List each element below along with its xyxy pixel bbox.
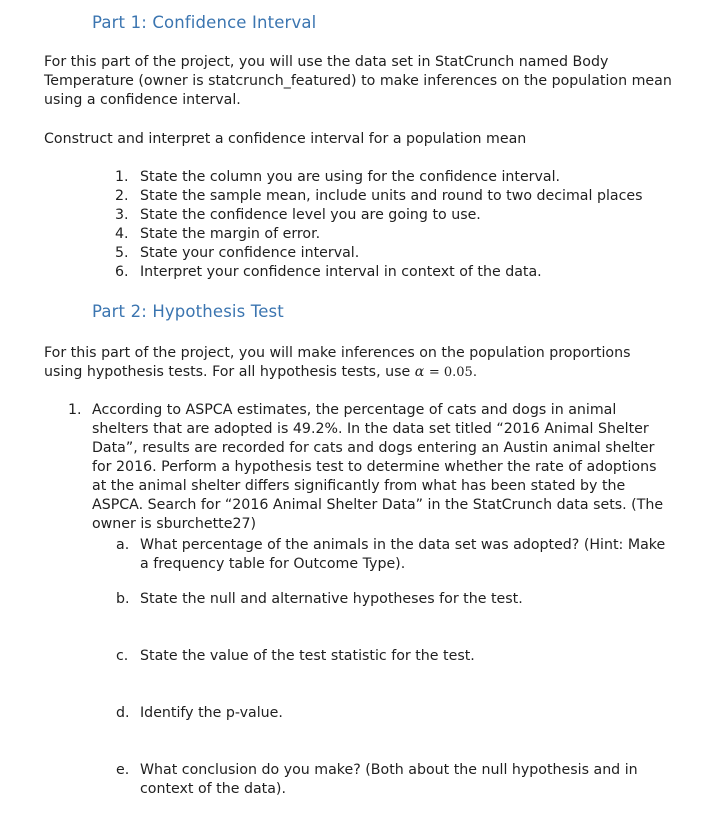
list-text: State your confidence interval. [140, 245, 360, 261]
question-text: According to ASPCA estimates, the percentage of cats and dogs in animal shelters that are adopted is 49.2%. In the data set titled “2016 Animal Shelter Data”, results are recorded for cats and dogs entering an Austin animal shelter for 2016. Perform a hypothesis test to determine whether the rate of adoptions at the animal shelter differs significantly from what has been stated by the ASPCA. Search for “2016 Animal Shelter Data” in the StatCrunch data sets. (The owner is sburchette27) [92, 402, 664, 532]
alpha-symbol: α [414, 364, 425, 380]
list-number: 1. [115, 169, 129, 185]
question-number: 1. [68, 402, 82, 418]
part2-intro-line2-text: using hypothesis tests. For all hypothesis tests, use [44, 364, 411, 380]
subquestion-text: State the null and alternative hypotheses for the test. [140, 591, 523, 607]
subquestion-text: Identify the p-value. [140, 705, 283, 721]
list-number: 6. [115, 264, 129, 280]
list-number: 5. [115, 245, 129, 261]
part1-heading: Part 1: Confidence Interval [92, 13, 317, 32]
list-text: State the margin of error. [140, 226, 321, 242]
part2-heading: Part 2: Hypothesis Test [92, 302, 284, 321]
part2-intro-line2 [44, 363, 674, 382]
part1-intro: For this part of the project, you will use the data set in StatCrunch named Body Temperature (owner is statcrunch_featured) to make inferences on the population mean using a confidence interval. [44, 54, 672, 108]
subquestion-text: What percentage of the animals in the data set was adopted? (Hint: Make a frequency table for Outcome Type). [140, 537, 666, 572]
subquestion-text: State the value of the test statistic for the test. [140, 648, 475, 664]
subquestion-text: What conclusion do you make? (Both about the null hypothesis and in context of the data). [140, 762, 638, 797]
subquestion-letter: e. [116, 762, 130, 778]
part2-intro-line1: For this part of the project, you will make inferences on the population proportions [44, 345, 631, 361]
list-text: State the confidence level you are going to use. [140, 207, 481, 223]
list-number: 3. [115, 207, 129, 223]
list-text: State the column you are using for the confidence interval. [140, 169, 561, 185]
list-text: Interpret your confidence interval in context of the data. [140, 264, 542, 280]
subquestion-letter: c. [116, 648, 129, 664]
alpha-value: = 0.05. [428, 365, 477, 380]
subquestion-letter: b. [116, 591, 130, 607]
list-number: 2. [115, 188, 129, 204]
list-number: 4. [115, 226, 129, 242]
part1-instruction: Construct and interpret a confidence interval for a population mean [44, 131, 527, 147]
part2-intro [44, 344, 674, 382]
subquestion-letter: d. [116, 705, 130, 721]
subquestion-letter: a. [116, 537, 130, 553]
list-text: State the sample mean, include units and round to two decimal places [140, 188, 643, 204]
